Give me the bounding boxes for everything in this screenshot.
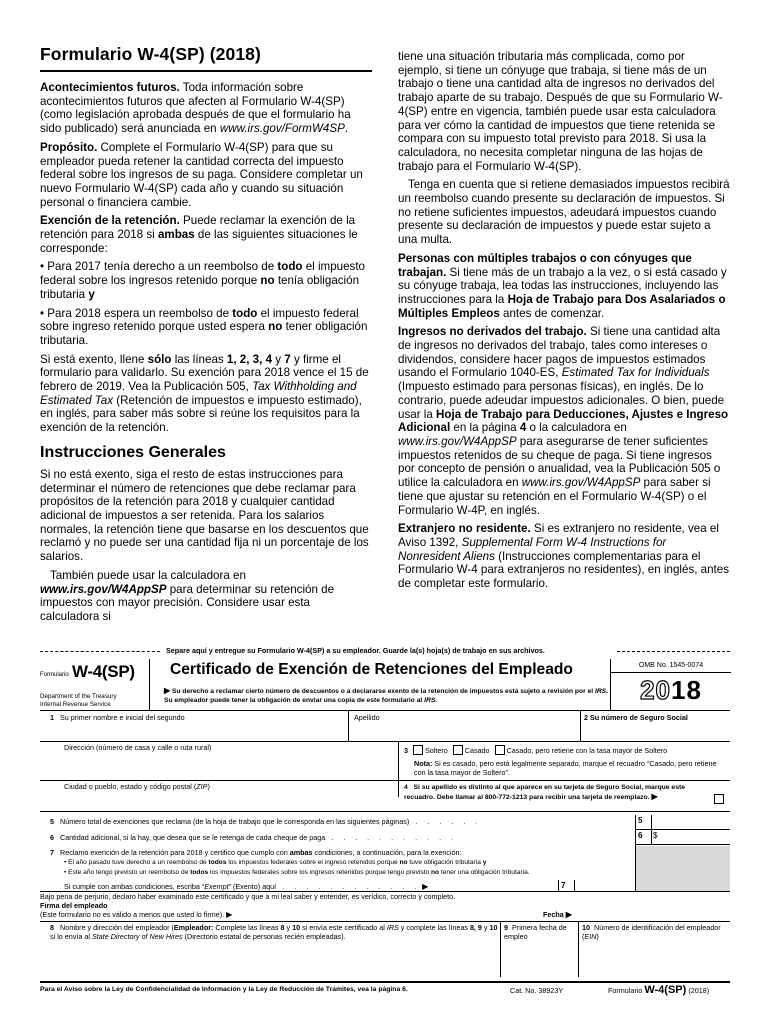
nonwage-g: o la calculadora en <box>526 421 627 435</box>
line1-text: Su primer nombre e inicial del segundo <box>60 713 185 722</box>
instructions-section <box>40 44 730 642</box>
future-link[interactable]: www.irs.gov/FormW4SP <box>219 122 345 136</box>
calculator-link[interactable]: www.irs.gov/W4AppSP <box>40 582 167 596</box>
purpose-text: Complete el Formulario W-4(SP) para que su empleador pueda retener la cantidad correcta del impuesto federal sobre los ingresos de su paga. Considere completar un nuevo Formulario W-4(SP) cada año y cuando su situación personal o financiera cambie. <box>40 140 363 209</box>
bullet2-c: el impuesto federal sobre ingreso retenido porque usted espera <box>40 306 359 334</box>
form-word: Formulario <box>40 672 69 678</box>
bullet1-d: no <box>260 274 275 288</box>
signature-input[interactable] <box>293 904 543 920</box>
line10-label <box>582 924 722 941</box>
bullet1-b: todo <box>277 260 303 274</box>
exemption-text1: Puede reclamar la exención de la retención para 2018 si <box>40 214 356 242</box>
line5-num: 5 <box>50 817 54 826</box>
dept-line-2: Internal Revenue Service <box>40 700 111 708</box>
line10-num: 10 <box>582 923 590 932</box>
catalog-number: Cat. No. 38923Y <box>510 986 564 995</box>
date-input[interactable] <box>588 904 728 920</box>
line8-i: y complete las líneas <box>398 923 470 932</box>
sig-note-text: (Este formulario no es válido a menos que usted lo firme). <box>40 910 225 919</box>
exempt-g: y firme el formulario para validarlo. Su exención para 2018 vence el 15 de febrero de 2019. Vea la Publicación 505, <box>40 352 369 394</box>
bullet1-a: • Para 2017 tenía derecho a un reembolso de <box>40 260 278 274</box>
line6-row <box>50 834 457 843</box>
tax-year <box>611 675 731 706</box>
rule <box>398 780 730 781</box>
divider <box>500 921 501 977</box>
nonwage-income-paragraph <box>398 325 730 517</box>
department-label <box>40 693 117 708</box>
divider <box>348 711 349 741</box>
omb-number: OMB No. 1545-0074 <box>611 659 731 673</box>
form-header <box>40 659 730 711</box>
cut-separator <box>40 645 730 657</box>
single-checkbox[interactable] <box>413 745 423 755</box>
bullet2-d: no <box>268 320 283 334</box>
leader-dots: . . . . . . <box>409 817 482 826</box>
right-paragraph-2: Tenga en cuenta que si retiene demasiados impuestos recibirá un reembolso cuando presente su declaración de impuestos. Si no retiene suficientes impuestos, adeudará impuestos cuando presente su declaración de impuestos y puede estar sujeto a una multa. <box>398 178 730 247</box>
year-solid: 18 <box>671 675 702 705</box>
b2d: no <box>431 869 440 876</box>
b1b: todos <box>208 859 227 866</box>
line8-d: 8 <box>280 923 285 932</box>
date-text: Fecha <box>543 910 564 919</box>
rule <box>40 780 398 781</box>
line4-label: Si su apellido es distinto al que aparece en su tarjeta de Seguro Social, marque este recuadro. Debe llamar al 800-772-1213 para recibir una tarjeta de reemplazo. <box>404 784 686 801</box>
line8-n: State Directory of New Hires <box>91 931 183 941</box>
subtitle-c: . <box>435 696 438 704</box>
b2a: • Este año tengo previsto un reembolso de <box>64 869 191 876</box>
divider <box>580 711 581 741</box>
b1f: y <box>482 859 487 866</box>
exemption-bullet-2 <box>40 307 372 348</box>
line8-label <box>50 924 502 941</box>
arrow-right-icon: ▶ <box>226 910 233 919</box>
subtitle-a: Su derecho a reclamar cierto número de descuentos o a declararse exento de la retención de impuestos está sujeto a revisión por el <box>172 688 595 695</box>
line8-e: y <box>284 923 293 932</box>
exempt-a: Si está exento, llene <box>40 352 148 366</box>
future-heading: Acontecimientos futuros. <box>40 81 180 94</box>
b2b: todos <box>190 869 209 876</box>
last-name-label: Apellido <box>354 713 380 722</box>
subtitle-irs: IRS <box>594 688 607 695</box>
line7-box-number: 7 <box>558 880 575 892</box>
instructions-left-column <box>40 44 372 629</box>
b1c: los impuestos federales sobre el ingreso retenidos porque <box>226 859 400 866</box>
line4-num: 4 <box>404 784 408 791</box>
alien-heading: Extranjero no residente. <box>398 522 531 536</box>
line8-g: si envía este certificado al <box>300 923 387 932</box>
exemption-bullet-1 <box>40 260 372 301</box>
separator-text: Separe aquí y entregue su Formulario W-4(SP) a su empleador. Guarde la(s) hoja(s) de trabajo en sus archivos. <box>166 646 545 655</box>
filing-status-row <box>404 745 730 756</box>
line7-bullet-2 <box>64 869 530 878</box>
exempt-h: Tax Withholding and Estimated Tax <box>40 380 357 407</box>
write-a: Si cumple con ambas condiciones, escriba “ <box>64 882 205 891</box>
right-paragraph-1: tiene una situación tributaria más complicada, como por ejemplo, si tiene un cónyuge que trabaja, si tiene más de un trabajo o tiene una cantidad alta de ingresos no derivados del trabajo aparte de su trabajo. Después de que su Formulario W-4(SP) entre en vigencia, también puede usar esta calculadora para ver cómo la cantidad de impuestos que tiene retenida se compara con su impuesto total previsto para 2018. Si usa la calculadora, no necesita completar ninguna de las hojas de trabajo para el Formulario W-4(SP). <box>398 50 723 173</box>
married-higher-label: Casado, pero retiene con la tasa mayor de Soltero <box>506 746 668 755</box>
rule <box>40 741 730 742</box>
privacy-notice: Para el Aviso sobre la Ley de Confidencialidad de Información y la Ley de Reducción de Trámites, vea la página 6. <box>40 986 408 993</box>
line6-box-number: 6 <box>635 830 652 845</box>
future-end: . <box>344 122 349 136</box>
line7-text <box>50 849 462 858</box>
shaded-area <box>636 846 730 891</box>
line1-num: 1 <box>50 713 54 722</box>
page-title: Formulario W-4(SP) (2018) <box>40 44 372 72</box>
form-title: Certificado de Exención de Retenciones del Empleado <box>170 661 573 678</box>
line8-m: si lo envía al <box>50 931 92 941</box>
b1a: • El año pasado tuve derecho a un reembolso de <box>64 859 209 866</box>
b1d: no <box>399 859 408 866</box>
line1-label <box>50 714 185 723</box>
nonwage-i: para asegurarse de tener suficientes impuestos retenidos de su cheque de paga. Si tiene ingresos por concepto de pensión o anualidad, vea la Publicación 505 o utilice la calculadora en <box>398 434 721 490</box>
dashed-line-left <box>40 651 160 652</box>
line8-num: 8 <box>50 923 54 932</box>
allowances-input[interactable] <box>651 815 730 830</box>
future-text: Toda información sobre acontecimientos futuros que afecten al Formulario W-4(SP) (como legislación aprobada después de que el formulario ha sido publicado) será anunciada en <box>40 81 351 136</box>
bullet1-f: y <box>88 287 95 301</box>
line5-label: Número total de exenciones que reclama (de la hoja de trabajo que le corresponda en las siguientes páginas) <box>60 817 410 826</box>
form-id-block <box>40 659 150 711</box>
subtitle-b: . Su empleador puede tener la obligación de enviar una copia de este formulario al <box>164 688 608 704</box>
city-label-text: Ciudad o pueblo, estado y código postal ( <box>64 782 197 791</box>
city-end: ) <box>207 782 210 791</box>
form-name: W-4(SP) <box>72 662 135 681</box>
form-title-block <box>150 659 610 711</box>
year-outline: 20 <box>640 675 671 705</box>
future-developments-paragraph <box>40 81 372 136</box>
line8-l: 10 <box>489 923 498 932</box>
line10-b: EIN <box>584 931 597 941</box>
form-subtitle <box>164 687 608 705</box>
exemption-text2: de las siguientes situaciones le corresponde: <box>40 228 358 255</box>
nonwage-c: (Impuesto estimado para personas físicas), en inglés. De lo contrario, puede adeudar impuestos adicionales. O bien, puede usar la <box>398 380 725 421</box>
line8-a: Nombre y dirección del empleador ( <box>60 923 174 932</box>
omb-year-block <box>610 659 730 711</box>
line7-b: condiciones, a continuación, para la exención: <box>312 848 462 857</box>
exempt-d: 1, 2, 3, 4 <box>226 352 273 366</box>
write-b: Exempt <box>204 882 229 891</box>
multi-a: Si tiene más de un trabajo a la vez, o si está casado y su cónyuge trabaja, lea todas las instrucciones, incluyendo las instrucciones para la <box>398 265 727 306</box>
note-text: Si es casado, pero está legalmente separado, marque el recuadro “Casado, pero retiene con la tasa mayor de Soltero”. <box>414 759 717 777</box>
line7-both: ambas <box>289 848 313 857</box>
line10-c: ) <box>596 931 599 941</box>
line3-num: 3 <box>404 746 408 755</box>
married-higher-checkbox[interactable] <box>495 745 505 755</box>
arrow-right-icon: ▶ <box>565 910 572 919</box>
line8-f: 10 <box>292 923 301 932</box>
additional-amount-input[interactable] <box>651 830 730 845</box>
city-label <box>64 783 210 792</box>
line5-row <box>50 818 481 827</box>
address-label: Dirección (número de casa y calle o ruta rural) <box>64 743 212 752</box>
form-footer <box>40 981 730 995</box>
date-label <box>543 911 572 920</box>
line10-a: Número de identificación del empleador ( <box>582 923 721 941</box>
line7-bullet-1 <box>64 859 486 868</box>
single-label: Soltero <box>425 746 448 755</box>
b2c: los impuestos federales sobre los ingresos retenidos porque tengo previsto <box>208 869 432 876</box>
note-label: Nota: <box>414 759 433 768</box>
signature-note <box>40 911 232 920</box>
ssn-label: 2 Su número de Seguro Social <box>584 713 688 722</box>
married-checkbox[interactable] <box>453 745 463 755</box>
alien-a: Si es extranjero no residente, vea el Aviso 1392, <box>398 522 719 549</box>
exempt-paragraph <box>40 353 372 435</box>
exempt-b: sólo <box>147 352 172 366</box>
leader-dots: . . . . . . . . . . . <box>325 833 458 842</box>
bullet2-e: tener obligación tributaria. <box>40 320 368 347</box>
nonwage-b: Estimated Tax for Individuals <box>561 366 710 380</box>
arrow-right-icon: ▶ <box>164 686 171 695</box>
line9-num: 9 <box>504 923 508 932</box>
footer-form-id <box>608 984 709 996</box>
rule <box>40 811 730 812</box>
line8-k: y <box>481 923 490 932</box>
exempt-f: 7 <box>284 352 291 366</box>
exemption-both: ambas <box>157 228 195 242</box>
exemption-paragraph <box>40 214 372 255</box>
footer-form-word: Formulario <box>608 986 643 995</box>
line6-label: Cantidad adicional, si la hay, que desea que se le retenga de cada cheque de paga <box>60 833 326 842</box>
alien-b: Supplemental Form W-4 Instructions for Nonresident Aliens <box>398 535 667 563</box>
subtitle-irs-2: IRS <box>424 696 436 704</box>
b2e: tener una obligación tributaria. <box>439 869 530 876</box>
exempt-e: y <box>272 352 285 366</box>
bullet1-c: el impuesto federal sobre los ingresos retenido porque <box>40 260 366 288</box>
bullet2-b: todo <box>232 306 258 320</box>
multiple-jobs-heading: Personas con múltiples trabajos o con cónyuges que trabajan. <box>398 251 692 279</box>
w4sp-certificate-form <box>40 659 730 991</box>
line7-num: 7 <box>50 848 54 857</box>
line9-label <box>504 924 584 941</box>
line8-c: Complete las líneas <box>213 923 281 932</box>
leader-dots: . . . . . . . . . . . . <box>276 882 421 891</box>
name-differs-checkbox[interactable] <box>714 794 724 804</box>
purpose-paragraph <box>40 141 372 210</box>
exemption-heading: Exención de la retención. <box>40 214 180 228</box>
line5-box-number: 5 <box>635 815 652 830</box>
nonwage-k: para saber si tiene que ajustar su retención en el Formulario W-4(SP) o el Formulario W-4P, en inglés. <box>398 476 711 517</box>
footer-form-name: W-4(SP) <box>644 984 687 996</box>
dashed-line-right <box>617 651 730 652</box>
nonwage-heading: Ingresos no derivados del trabajo. <box>398 325 587 339</box>
line3-note <box>414 760 724 777</box>
multiple-jobs-paragraph <box>398 252 730 321</box>
bullet2-a: • Para 2018 espera un reembolso de <box>40 306 233 320</box>
nonwage-f: 4 <box>519 421 527 435</box>
line4-text <box>404 784 710 802</box>
instructions-right-column <box>398 50 730 596</box>
nonwage-link-1[interactable]: www.irs.gov/W4AppSP <box>398 434 517 448</box>
line9-text: Primera fecha de empleo <box>504 923 567 941</box>
nonresident-alien-paragraph <box>398 522 730 591</box>
nonwage-d: Hoja de Trabajo para Deducciones, Ajustes e Ingreso Adicional <box>398 407 729 435</box>
exempt-c: las líneas <box>171 352 227 366</box>
dollar-sign: $ <box>653 831 658 840</box>
bullet1-e: tenía obligación tributaria <box>40 274 360 301</box>
general-p2-a: También puede usar la calculadora en <box>50 568 246 582</box>
line8-j: 8, 9 <box>469 923 482 932</box>
divider <box>398 741 399 797</box>
arrow-right-icon: ▶ <box>651 791 658 801</box>
general-paragraph-2 <box>40 569 372 624</box>
arrow-right-icon: ▶ <box>422 882 429 891</box>
dept-line-1: Department of the Treasury <box>40 693 117 700</box>
divider <box>578 921 579 977</box>
general-paragraph-1: Si no está exento, siga el resto de estas instrucciones para determinar el número de retenciones que debe reclamar para propósitos de la retención para 2018 y cualquier cantidad adicional de impuestos a ser retenida. Para los salarios normales, la retención tiene que basarse en los descuentos que reclamó y no puede ser una cantidad fija ni un porcentaje de los salarios. <box>40 467 369 564</box>
purpose-heading: Propósito. <box>40 140 98 154</box>
alien-c: (Instrucciones complementarias para el Formulario W-4 para extranjeros no residentes), en inglés, antes de completar este formulario. <box>398 549 730 591</box>
nonwage-link-2[interactable]: www.irs.gov/W4AppSP <box>521 476 641 490</box>
rule <box>40 921 730 922</box>
line7-a: Reclamo exención de la retención para 2018 y certifico que cumplo con <box>60 848 290 857</box>
line8-b: Empleador: <box>173 923 214 932</box>
nonwage-e: en la página <box>450 421 520 435</box>
general-instructions-heading: Instrucciones Generales <box>40 443 226 461</box>
married-label: Casado <box>464 746 490 755</box>
line6-num: 6 <box>50 833 54 842</box>
signature-label: Firma del empleado <box>40 901 108 910</box>
city-zip: ZIP <box>196 782 208 791</box>
general-p2-b: para determinar su retención de impuestos con mayor precisión. Considere usar esta calculadora si <box>40 582 335 623</box>
footer-year: (2018) <box>688 986 710 995</box>
line8-o: (Directorio estatal de personas recién empleadas). <box>182 931 346 941</box>
exempt-i: (Retención de impuestos e impuesto estimado), en inglés, para saber más sobre si reúne los requisitos para la exención de la retención. <box>40 393 362 435</box>
b1e: tuve obligación tributaria <box>407 859 483 866</box>
nonwage-a: Si tiene una cantidad alta de ingresos no derivados del trabajo, tales como intereses o dividendos, considere hacer pagos de impuestos estimados usando el Formulario 1040-ES, <box>398 325 721 380</box>
line8-h: IRS <box>386 923 399 932</box>
write-c: ” (Exento) aquí <box>228 882 277 891</box>
perjury-statement: Bajo pena de perjurio, declaro haber examinado este certificado y que a mi leal saber y entender, es verídico, correcto y completo. <box>40 892 456 901</box>
multi-c: antes de comenzar. <box>499 306 605 320</box>
multi-b: Hoja de Trabajo para Dos Asalariados o Múltiples Empleos <box>398 292 726 320</box>
